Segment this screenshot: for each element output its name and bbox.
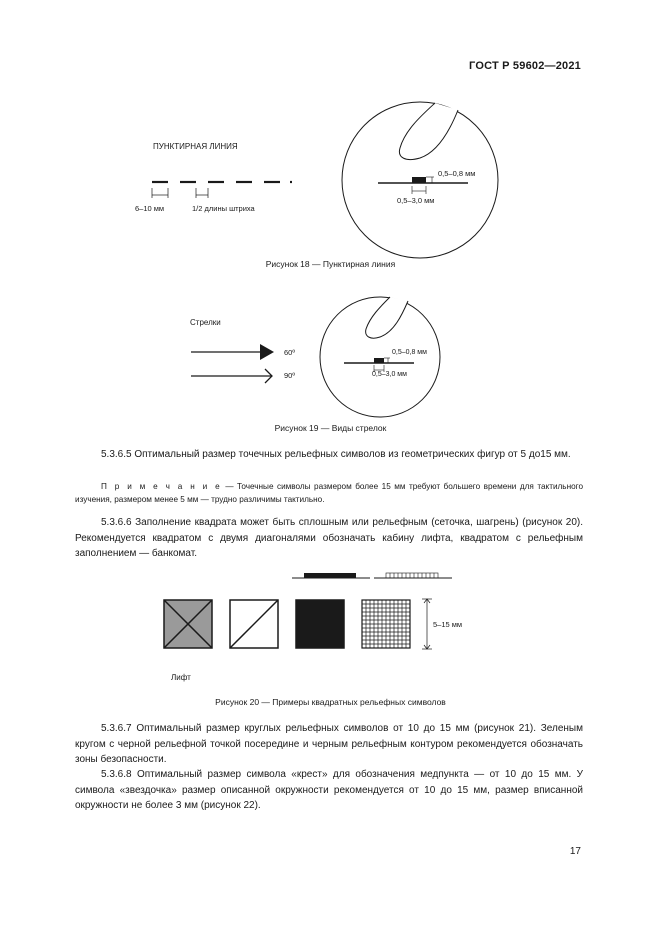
- paragraph-5-3-6-8: 5.3.6.8 Оптимальный размер символа «крест» для обозначения медпункта — от 10 до 15 мм. У символа «звездочка» размер описанной окружности рекомендуется от 10 до 15 мм, размер вписанной окружности не более 3 мм (рисунок 22).: [75, 769, 583, 811]
- fingertip-circle-19: [318, 295, 442, 419]
- square-solid-fill: [295, 599, 345, 649]
- fig18-title-label: ПУНКТИРНАЯ ЛИНИЯ: [153, 142, 238, 151]
- figure-18: [0, 100, 661, 260]
- fig19-label: Стрелки: [190, 318, 221, 327]
- figure-19: [0, 295, 661, 415]
- fig18-dim-left: 6–10 мм: [135, 204, 165, 213]
- fig19-dim-bottom: 0,5–3,0 мм: [372, 371, 407, 378]
- page-number: 17: [569, 846, 581, 857]
- square-grid-fill: [361, 599, 411, 649]
- fig19-angle-90: 90º: [284, 371, 296, 380]
- note-text: — Точечные символы размером более 15 мм требуют большего времени для тактильного изучения, размером менее 5 мм — трудно различимы тактильно.: [75, 482, 583, 504]
- note-label: П р и м е ч а н и е: [101, 482, 222, 491]
- size-dimension-line: [420, 597, 434, 653]
- fig18-dim-top: 0,5–0,8 мм: [438, 169, 476, 178]
- paragraph-5-3-6-7: 5.3.6.7 Оптимальный размер круглых рельефных символов от 10 до 15 мм (рисунок 21). Зеленым кругом с черной рельефной точкой посередине и черным рельефным контуром рекомендуется обозначать зоны безопасности.: [75, 723, 583, 765]
- fig19-caption: Рисунок 19 — Виды стрелок: [274, 423, 387, 433]
- fig20-caption: Рисунок 20 — Примеры квадратных рельефных символов: [215, 697, 446, 707]
- fig19-angle-60: 60º: [284, 348, 296, 357]
- figure-20: [0, 565, 661, 685]
- fig20-lift-label: Лифт: [171, 673, 191, 682]
- square-lift-diagonals: [163, 599, 213, 649]
- note-block: [75, 481, 583, 506]
- arrows-diagram: [188, 340, 278, 385]
- fig20-size-label: 5–15 мм: [433, 620, 463, 629]
- fig18-dim-bottom: 0,5–3,0 мм: [397, 196, 435, 205]
- relief-profiles: [290, 567, 460, 581]
- document-id: ГОСТ Р 59602—2021: [469, 60, 581, 72]
- square-single-diagonal: [229, 599, 279, 649]
- fig19-dim-top: 0,5–0,8 мм: [392, 349, 427, 356]
- fingertip-circle-18: [340, 100, 500, 260]
- paragraph-5-3-6-6: 5.3.6.6 Заполнение квадрата может быть сплошным или рельефным (сеточка, шагрень) (рисунок 20). Рекомендуется квадратом с двумя диагоналями обозначать кабину лифта, квадратом с рельефным заполнением — банкомат.: [75, 517, 583, 559]
- fig18-dim-right: 1/2 длины штриха: [192, 204, 255, 213]
- paragraph-5-3-6-5: 5.3.6.5 Оптимальный размер точечных рельефных символов из геометрических фигур от 5 до15 мм.: [101, 449, 571, 460]
- fig18-caption: Рисунок 18 — Пунктирная линия: [265, 259, 396, 269]
